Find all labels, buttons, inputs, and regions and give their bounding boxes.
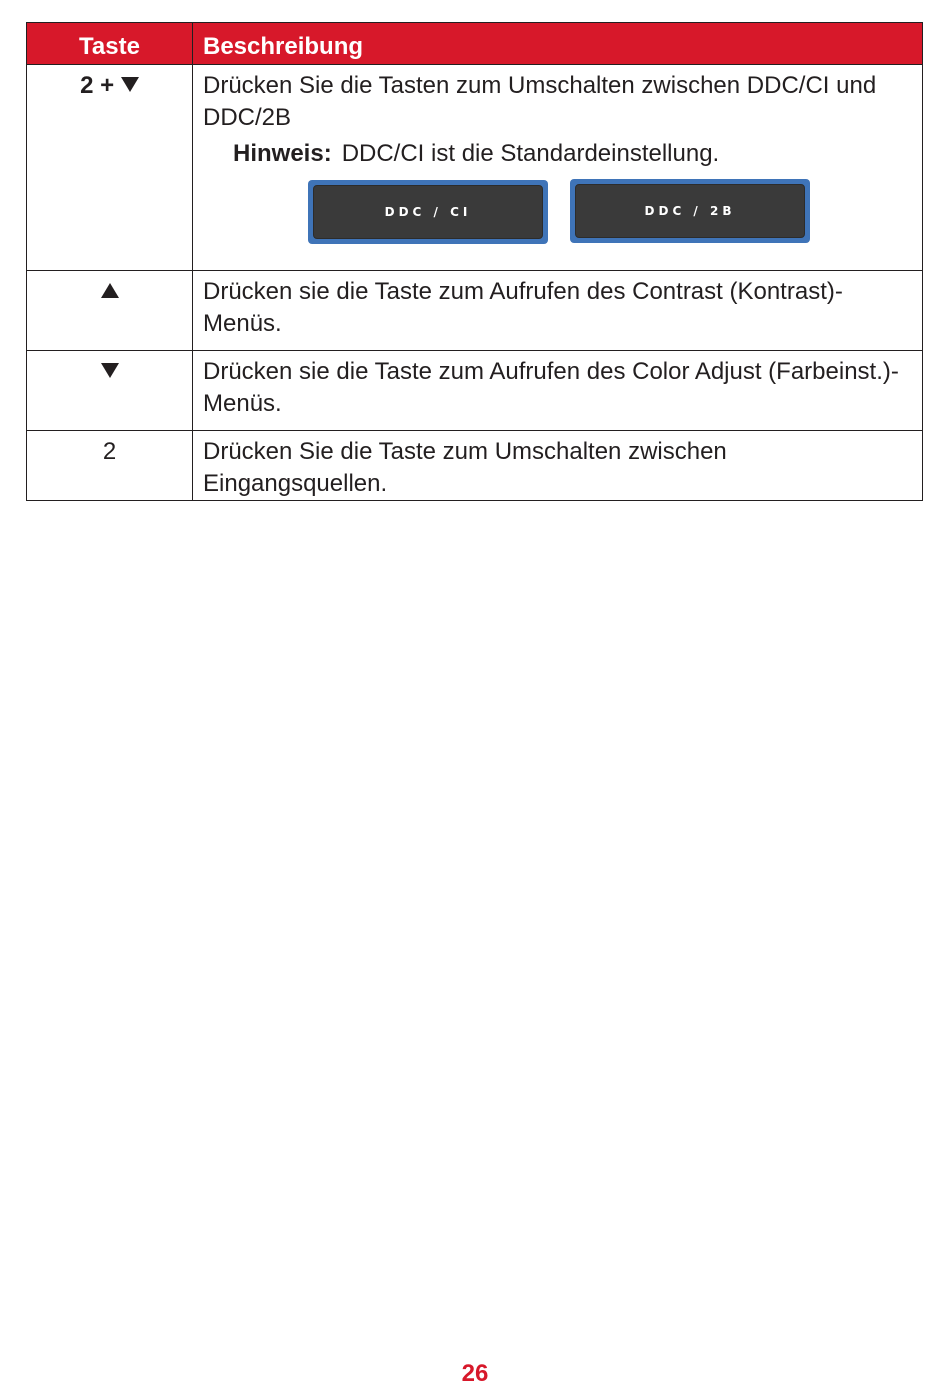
header-description: Beschreibung — [193, 23, 923, 65]
osd-button-ddc-2b[interactable] — [570, 179, 810, 243]
header-key: Taste — [27, 23, 193, 65]
key-label: 2 + — [80, 72, 115, 99]
key-cell — [27, 271, 193, 351]
key-cell — [27, 351, 193, 431]
table-header-row — [27, 23, 923, 65]
description-cell — [193, 351, 923, 431]
osd-button-label: DDC / CI — [313, 185, 543, 239]
page-number: 26 — [461, 1360, 489, 1387]
note — [203, 138, 912, 170]
description-cell — [193, 65, 923, 271]
osd-button-group — [203, 170, 912, 266]
description-text: Drücken sie die Taste zum Aufrufen des Color Adjust (Farbeinst.)-Menüs. — [203, 358, 899, 417]
osd-button-ddc-ci[interactable] — [308, 180, 548, 244]
key-label: 2 — [102, 438, 117, 465]
triangle-up-icon — [101, 283, 119, 298]
note-text: DDC/CI ist die Standardeinstellung. — [341, 140, 720, 167]
table-row — [27, 271, 923, 351]
description-text: Drücken Sie die Taste zum Umschalten zwischen Eingangsquellen. — [203, 438, 727, 497]
triangle-down-icon — [101, 363, 119, 378]
description-text: Drücken Sie die Tasten zum Umschalten zwischen DDC/CI und DDC/2B — [203, 72, 877, 131]
table-row — [27, 351, 923, 431]
table-row — [27, 65, 923, 271]
key-function-table — [26, 22, 923, 501]
description-text: Drücken sie die Taste zum Aufrufen des Contrast (Kontrast)-Menüs. — [203, 278, 843, 337]
key-cell — [27, 431, 193, 501]
description-cell — [193, 431, 923, 501]
note-label: Hinweis: — [233, 140, 332, 167]
osd-button-label: DDC / 2B — [575, 184, 805, 238]
table-row — [27, 431, 923, 501]
key-cell — [27, 65, 193, 271]
triangle-down-icon — [121, 77, 139, 92]
description-cell — [193, 271, 923, 351]
